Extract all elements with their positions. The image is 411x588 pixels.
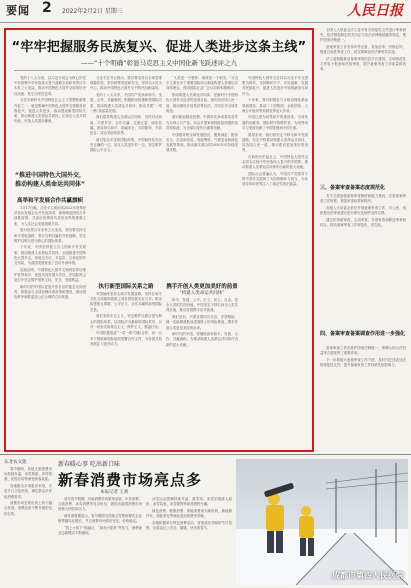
bottom-section — [0, 454, 411, 588]
right-column-text-2: 有关方面加强备案审查制度和能力建设，完善备案审查工作规程，规范审查标准和程序。 各级人大常委会依法开展备案审查工作，对公民、组织提出的审查建议进行研究处理并及时反馈。 通过依申请审查、主动审查、专项审查和移送审查相结合，推动备案审查工作规范化、常态化。 — [320, 194, 406, 228]
right-column-text-3: 备案审查工作在维护国家法制统一、保障公民合法权益等方面发挥了重要作用。 下一步将加大备案审查工作力度，及时纠正违宪违法的规范性文件，提升备案审查工作权威性和影响力。 — [320, 346, 406, 368]
bottom-byline: 本报记者 王观 — [100, 490, 129, 495]
highlighted-article — [4, 28, 314, 452]
article-subtitle: ——“十个明确”彰显马克思主义中国化新飞跃述评之九 — [80, 59, 238, 67]
article-column-1: 党的十八大以来，以习近平同志为核心的党中央统筹中华民族伟大复兴战略全局和世界百年未有之大变局，推动中国特色大国外交取得历史性成就、发生历史性变革。 习近平新时代中国特色社会主义思想的重要内容之一，就是明确中国特色大国外交要服务民族复兴、促进人类进步，推动建设新型国际关系，推动构建人类命运共同体，弘扬全人类共同价值，引领人类进步潮流。 — [14, 76, 86, 124]
article-column-3b: 和平、发展、公平、正义、民主、自由，是全人类的共同价值。中国坚定不移弘扬全人类共同价值，推动各国携手应对挑战。 我们坚信，只要各国同舟共济、守望相助，就一定能够战胜前进道路上的风险挑战，携手开创人类更加美好的未来。 新时代的中国，将继续高举和平、发展、合作、共赢旗帜，为推动构建人类命运共同体作出新的更大贡献。 — [166, 298, 238, 347]
article-column-3: “人类是一个整体，地球是一个家园。”习近平主席在多个重要国际场合阐述构建人类命运共同体理念，得到国际社会广泛认同和积极响应。 推动构建人类命运共同体，是新时代中国特色大国外交追求的崇高目标。我们同各国人民一道，推动建设开放型世界经济，共同应对全球性挑战。 面对新冠肺炎疫情，中国率先承诺将疫苗作为全球公共产品，向众多国家和国际组织提供疫苗和原液，为全球抗疫作出重要贡献。 中国倡导的全球发展倡议，聚焦减贫、粮食安全、抗疫和疫苗、发展筹资、气候变化和绿色发展等领域，推动落实联合国2030年可持续发展议程。 — [166, 76, 238, 153]
snow-workers-photo — [236, 459, 408, 585]
masthead-logo: 人民日报 — [347, 3, 403, 19]
right-subhead-2: 四、备案审查备案调查作用进一步强化 — [320, 331, 406, 337]
title-divider — [14, 70, 304, 71]
right-subhead-1: 三、备案审查备案态度规范化 — [320, 185, 386, 191]
lead-quote: “推进中国特色大国外交，推动构建人类命运共同体” — [15, 172, 85, 188]
issue-date: 2022年2月2日 星期三 — [62, 8, 123, 15]
article-title: “牢牢把握服务民族复兴、促进人类进步这条主线” — [11, 40, 307, 55]
bottom-left-text: 春节期间，各地文旅消费市场持续升温，冰雪旅游、乡村旅游、民俗活动等深受游客欢迎。 各地推出多项惠民举措，丰富节日文化供给，满足群众多样化消费需求。 消费市场呈现出线上线下融合发展、消费品质不断升级的良好态势。 — [4, 467, 52, 516]
section-name: 要闻 — [6, 4, 30, 17]
right-column-article — [320, 28, 406, 452]
bottom-kicker-part-1: 新春暖心事 — [58, 461, 89, 468]
bottom-kicker-part-2: 吃出新口味 — [89, 461, 120, 468]
news-photo — [236, 459, 408, 585]
article-column-2b: 中国始终坚持走和平发展道路，坚持在和平共处五项原则基础上同各国发展友好合作，推动构建相互尊重、公平正义、合作共赢的新型国际关系。 我们坚持多边主义，坚定维护以联合国为核心的国际体系、以国际法为基础的国际秩序，反对一切形式的单边主义、保护主义、霸凌行径。 中国积极推进“一带一路”国际合作，同一百多个国家和国际组织签署合作文件，为各国共同发展注入强劲动力。 — [90, 292, 162, 346]
subhead-2: 执行新型国际关系之路 — [98, 284, 154, 290]
bottom-kicker — [58, 459, 120, 468]
bottom-article-column-2: 冰雪运动热潮持续升温，滑雪场、冰雪乐园游人如织，冰雪装备、冰雪服饰等商品销售火爆。 绿色消费、健康消费、智能消费成为新时尚，新能源汽车、智能家电等商品受到消费者青睐。 各地积极举办特色消费活动，营造欢乐祥和的节日氛围，让群众过上安全、健康、快乐的春节。 — [146, 497, 232, 531]
bottom-left-column — [4, 459, 52, 585]
bottom-left-kicker: 东北农文旅 — [4, 460, 27, 465]
page-number: 2 — [42, 0, 52, 16]
article-column-4: 中国特色大国外交坚持以习近平外交思想为指导，坚持胸怀天下、开拓创新，在服务民族复兴、促进人类进步中展现新担当新作为。 十年来，我们积极参与全球治理体系改革和建设，推动二十国集团、金砖国家、上海合作组织等机制发挥更大作用。 中国已成为世界和平的建设者、全球发展的贡献者、国际秩序的维护者，为世界和平与发展贡献了中国智慧和中国方案。 展望未来，我们将坚定不移走和平发展道路，坚定不移推动构建人类命运共同体，同各国人民一道，推动建设更加美好的世界。 在新的历史起点上，中国特色大国外交必将为实现中华民族伟大复兴的中国梦、推动构建人类命运共同体作出新的更大贡献。 国际社会普遍认为，中国共产党领导下的中国外交展现了大国的胸怀与担当，为动荡变革的世界注入了稳定性和正能量。 — [242, 76, 308, 187]
bottom-article-title: 新春消费市场亮点多 — [58, 471, 203, 489]
watermark-text: 成都市第四人民医院 — [332, 571, 404, 580]
article-column-1b: 1月17日晚，习近平主席出席2022年世界经济论坛视频会议并发表演讲，深刻阐述团结合作战胜疫情、共创后疫情时代美好世界的重要主张，为人类社会发展指明方向。 面对世界百年未有之大变局，我们要坚持走和平发展道路，奉行互利共赢的开放战略，坚定维护以联合国为核心的国际体系。 十年来，中国坚持独立自主的和平外交政策，推动构建人类命运共同体，全面推进中国特色大国外交，形成全方位、多层次、立体化的外交布局，为我国发展营造了良好外部环境。 实践证明，中国特色大国外交始终坚持以维护世界和平、促进共同发展为宗旨，在国际风云变幻中坚定维护国家主权、安全、发展利益。 新时代的中国以更加开放自信的姿态走向世界，积极参与全球治理体系改革和建设，推动国际秩序朝着更加公正合理的方向发展。 — [14, 206, 86, 300]
subhead-note: “构建人类命运共同体” — [179, 291, 225, 296]
subhead-3: 携手开创人类更加美好的前景 — [166, 284, 238, 290]
bottom-article-column-1: 虎年春节假期，各地消费市场繁荣活跃，年货消费、文旅消费、冰雪消费等亮点纷呈，展现出我国消费市场的强大韧性和活力。 商务部数据显示，春节假期全国重点零售和餐饮企业销售额同比增长，节日消费市场供应充足、价格稳定。 “线上+线下”相融合，“商品+服务”齐发力，消费新业态新模式不断涌现。 — [58, 497, 142, 536]
article-column-2: 习近平总书记指出，我们要坚持以全球思维谋篇布局，坚持统筹发展和安全，坚持以人民为中心，推动中国特色大国外交不断开创新局面。 党的十八大以来，中国共产党高举和平、发展、合作、共赢旗帜，积极推动构建新型国际关系，推动构建人类命运共同体，推动共建“一带一路”高质量发展。 我们倡导构建人类命运共同体，坚持对话协商、共建共享、合作共赢、交流互鉴、绿色低碳，建设持久和平、普遍安全、共同繁荣、开放包容、清洁美丽的世界。 面对复杂多变的国际形势，中国始终站在历史正确的一边，站在人类进步的一边，坚定维护国际公平正义。 — [90, 76, 162, 153]
page-header — [0, 0, 411, 23]
subhead-1: 高举和平发展合作共赢旗帜 — [16, 198, 83, 204]
right-column-text-1: 全国人大常委会法工委对有关规范性文件进行审查研究，依法督促制定机关纠正与宪法法律相抵触的规定，维护国家法制统一。 备案审查工作坚持有件必备、有备必审、有错必纠，推进合宪性审查工作，切实保障宪法法律有效实施。 法工委积极推动备案审查信息平台建设，实现规范性文件电子报备和在线审查，提升备案审查工作质量和效率。 — [320, 28, 406, 72]
